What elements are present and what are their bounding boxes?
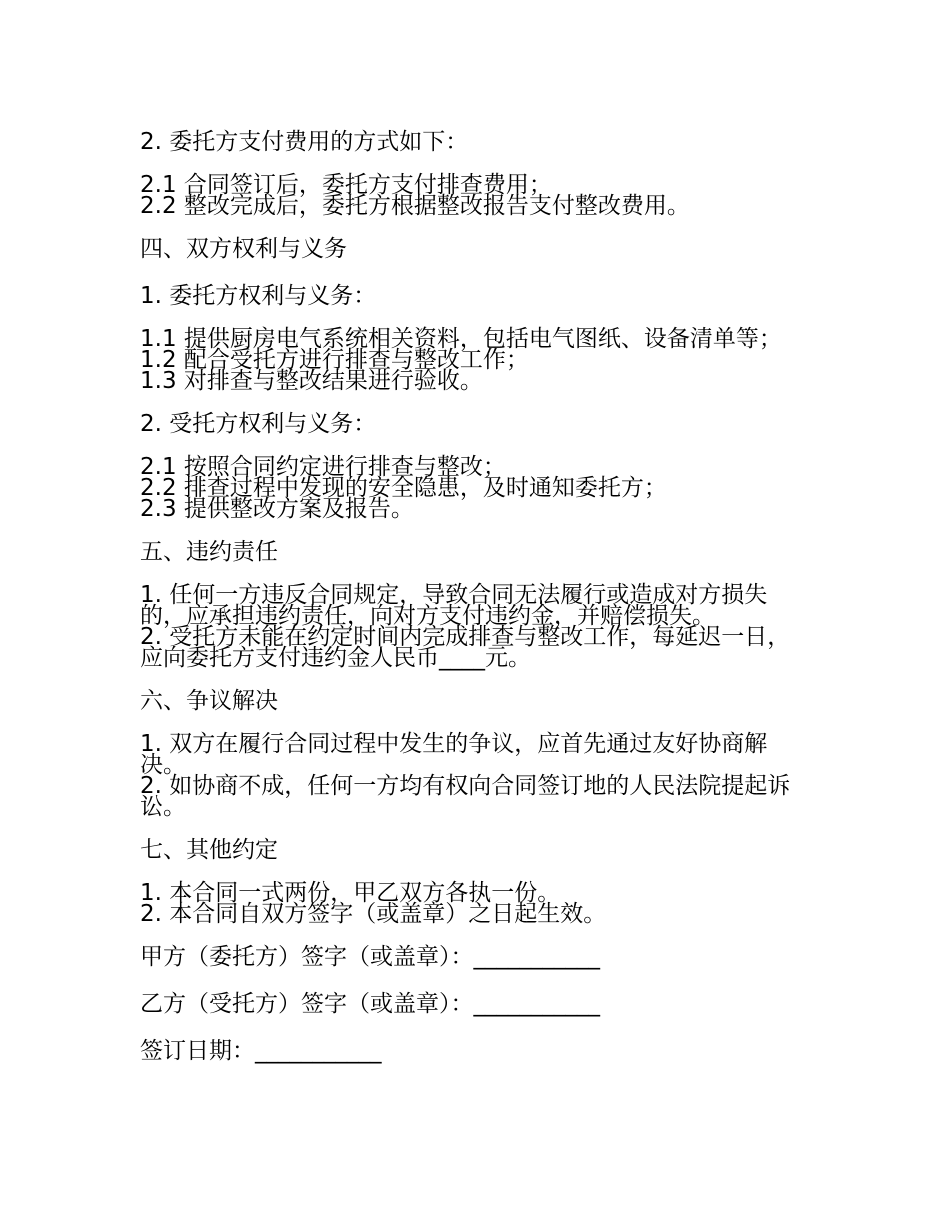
client-rights-item-1: 1.1 提供厨房电气系统相关资料，包括电气图纸、设备清单等； <box>140 326 782 352</box>
client-rights-item-3: 1.3 对排查与整改结果进行验收。 <box>140 368 483 394</box>
payment-item-2: 2.2 整改完成后，委托方根据整改报告支付整改费用。 <box>140 193 690 219</box>
section-6-title: 六、争议解决 <box>140 688 278 714</box>
dispute-item-1: 1. 双方在履行合同过程中发生的争议，应首先通过友好协商解决。 <box>140 731 768 778</box>
other-items <box>140 880 792 927</box>
payment-items <box>140 172 792 219</box>
party-b-signature-line: 乙方（受托方）签字（或盖章）：___________ <box>140 991 600 1017</box>
section-7-title: 七、其他约定 <box>140 837 278 863</box>
contractor-rights-item-1: 2.1 按照合同约定进行排查与整改； <box>140 454 506 480</box>
contractor-rights-item-3: 2.3 提供整改方案及报告。 <box>140 496 414 522</box>
sign-date-line: 签订日期：___________ <box>140 1038 382 1064</box>
breach-item-1: 1. 任何一方违反合同规定，导致合同无法履行或造成对方损失的，应承担违约责任，向对方支付违约金，并赔偿损失。 <box>140 582 768 629</box>
contractor-rights-item-2: 2.2 排查过程中发现的安全隐患，及时通知委托方； <box>140 475 667 501</box>
dispute-item-2: 2. 如协商不成，任何一方均有权向合同签订地的人民法院提起诉讼。 <box>140 773 791 820</box>
contractor-rights-heading: 2. 受托方权利与义务： <box>140 411 377 437</box>
breach-items <box>140 582 792 671</box>
client-rights-item-2: 1.2 配合受托方进行排查与整改工作； <box>140 347 529 373</box>
contractor-rights-items <box>140 454 792 522</box>
client-rights-items <box>140 326 792 394</box>
breach-item-2: 2. 受托方未能在约定时间内完成排查与整改工作，每延迟一日，应向委托方支付违约金人民币____元。 <box>140 624 791 671</box>
section-4-title: 四、双方权利与义务 <box>140 236 347 262</box>
payment-item-1: 2.1 合同签订后，委托方支付排查费用； <box>140 172 552 198</box>
other-item-2: 2. 本合同自双方签字（或盖章）之日起生效。 <box>140 901 607 927</box>
party-a-signature-line: 甲方（委托方）签字（或盖章）：___________ <box>140 944 600 970</box>
payment-method-heading: 2. 委托方支付费用的方式如下： <box>140 129 469 155</box>
client-rights-heading: 1. 委托方权利与义务： <box>140 283 377 309</box>
document-body <box>140 128 792 1084</box>
section-5-title: 五、违约责任 <box>140 539 278 565</box>
other-item-1: 1. 本合同一式两份，甲乙双方各执一份。 <box>140 880 561 906</box>
dispute-items <box>140 731 792 820</box>
